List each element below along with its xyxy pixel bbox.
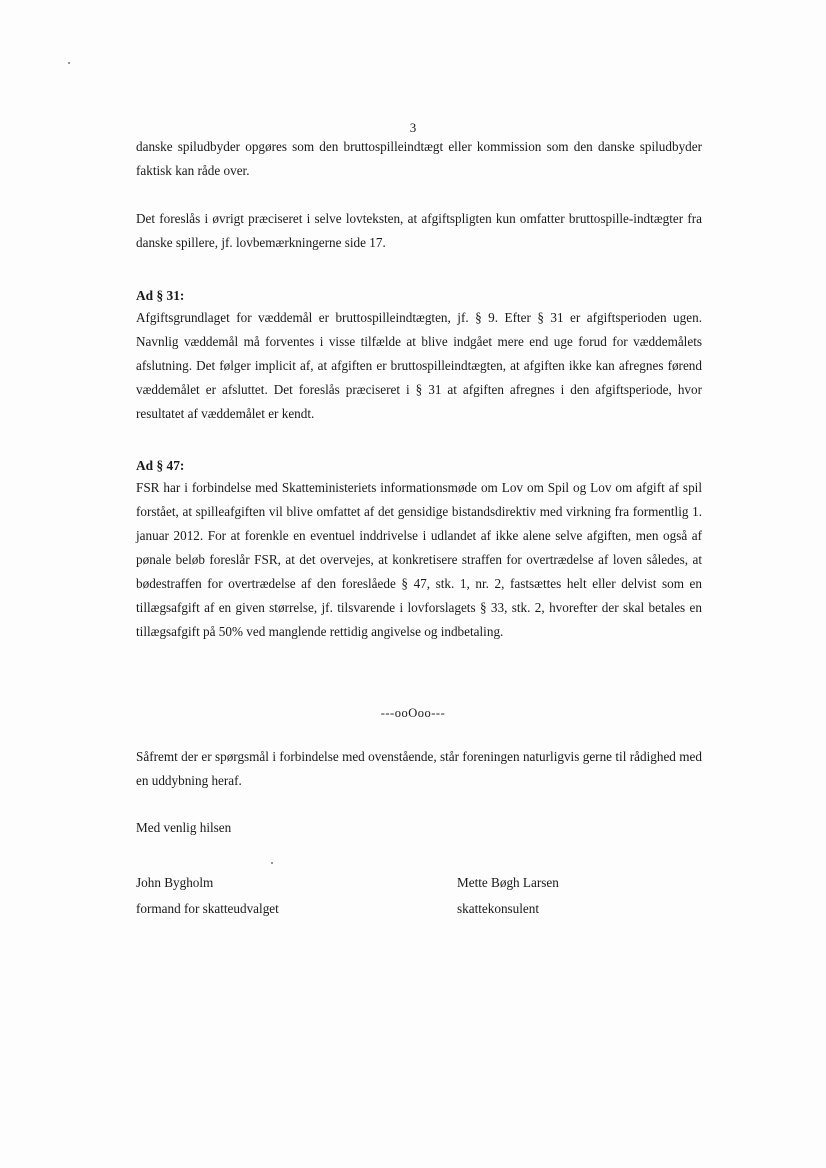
page-number: 3 [409,120,417,135]
closing-paragraph [136,745,702,793]
signatory-title: formand for skatteudvalget [136,901,279,916]
paragraph-text: danske spiludbyder opgøres som den bruttospilleindtægt eller kommission som den danske spiludbyder faktisk kan råde over. [136,139,702,178]
paragraph-text: Afgiftsgrundlaget for væddemål er bruttospilleindtægten, jf. § 9. Efter § 31 er afgiftsperioden ugen. Navnlig væddemål må forventes i visse tilfælde at blive indgået mere end uge forud for væddemålets afslutning. Det følger implicit af, at afgiften er bruttospilleindtægten, at afgiften ikke kan afregnes førend væddemålet er afsluttet. Det foreslås præciseret i § 31 at afgiften afregnes i den afgiftsperiode, hvor resultatet af væddemålet er kendt. [136,310,702,421]
signatory-2 [457,870,559,922]
signatory-name: John Bygholm [136,875,214,890]
scan-speck [271,862,273,864]
closing-greeting: Med venlig hilsen [136,820,232,835]
intro-paragraph-2 [136,207,702,255]
intro-paragraph-1 [136,135,702,183]
signatory-title: skattekonsulent [457,901,540,916]
signatory-name: Mette Bøgh Larsen [457,875,559,890]
paragraph-text: FSR har i forbindelse med Skatteministeriets informationsmøde om Lov om Spil og Lov om afgift af spil forstået, at spilleafgiften vil blive omfattet af det gensidige bistandsdirektiv med virkning fra formentlig 1. januar 2012. For at forenkle en eventuel inddrivelse i udlandet af ikke alene selve afgiften, men også af pønale beløb foreslår FSR, at det overvejes, at konkretisere straffen for overtrædelse af loven således, at bødestraffen for overtrædelse af den foreslåede § 47, stk. 1, nr. 2, fastsættes helt eller delvist som en tillægsafgift af en given størrelse, jf. tilsvarende i lovforslagets § 33, stk. 2, hvorefter der skal betales en tillægsafgift på 50% ved manglende rettidig angivelse og indbetaling. [136,480,702,639]
section-31-heading: Ad § 31: [136,288,185,303]
section-separator: ---ooOoo--- [380,706,446,720]
paragraph-text: Det foreslås i øvrigt præciseret i selve lovteksten, at afgiftspligten kun omfatter bruttospille-indtægter fra danske spillere, jf. lovbemærkningerne side 17. [136,211,702,250]
signatory-1 [136,870,279,922]
scan-speck [68,62,70,64]
section-47-heading: Ad § 47: [136,458,185,473]
paragraph-text: Såfremt der er spørgsmål i forbindelse med ovenstående, står foreningen naturligvis gerne til rådighed med en uddybning heraf. [136,749,702,788]
section-47-body [136,476,702,644]
section-31-body [136,306,702,426]
